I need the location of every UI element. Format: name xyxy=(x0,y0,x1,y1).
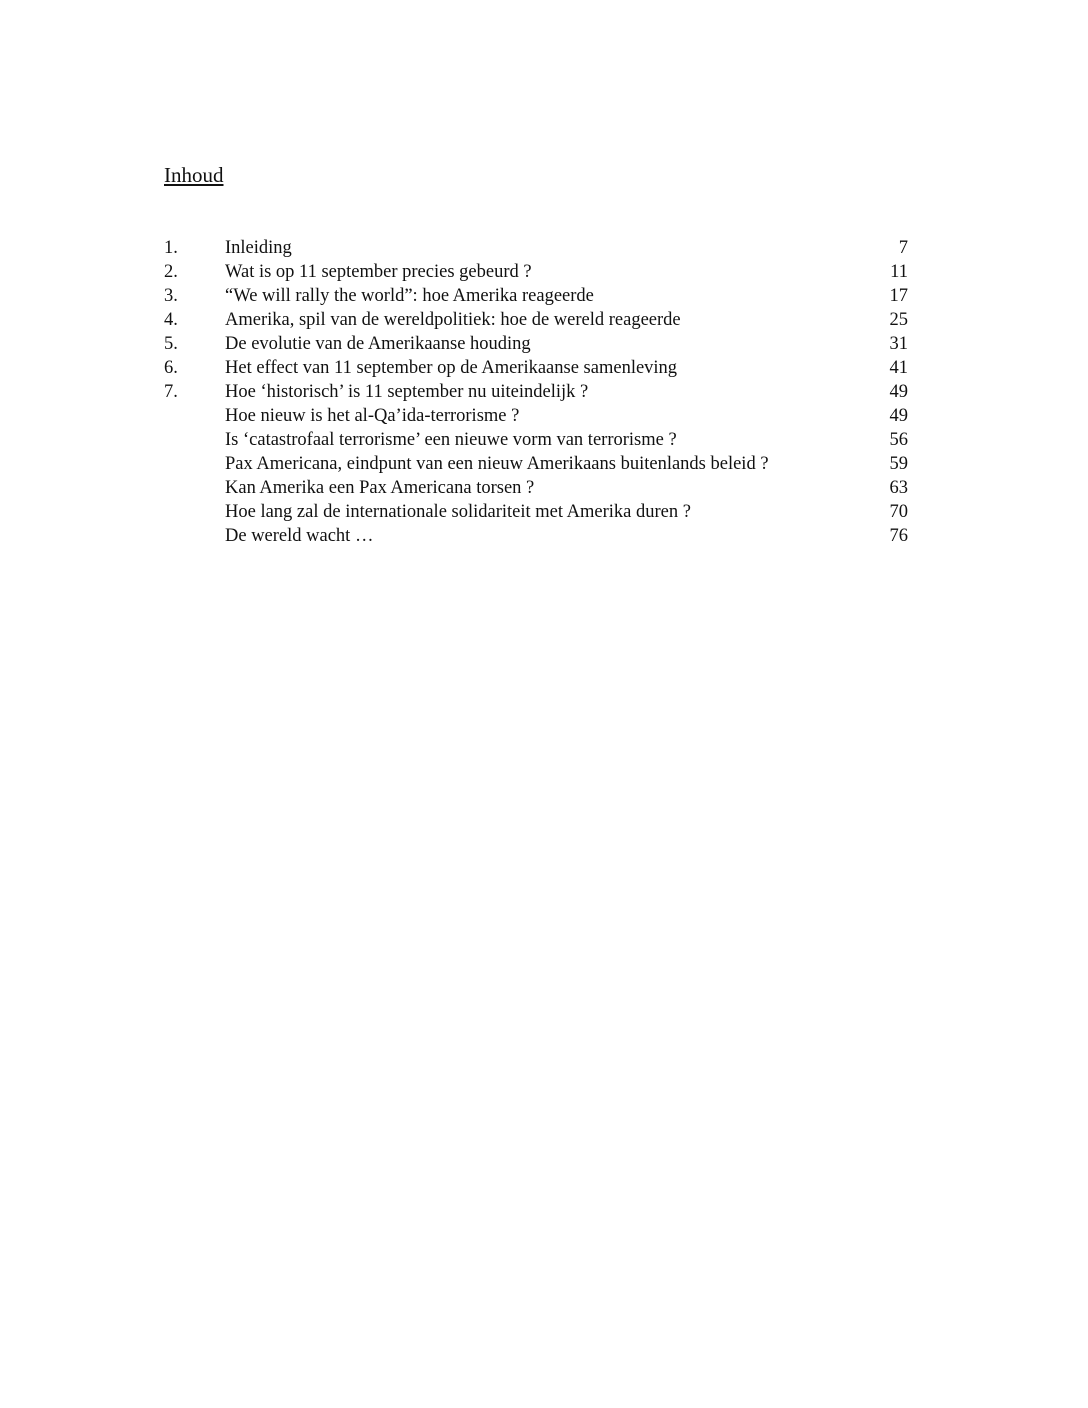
toc-subentry xyxy=(164,476,908,500)
toc-entry-title: Is ‘catastrofaal terrorisme’ een nieuwe vorm van terrorisme ? xyxy=(225,430,677,450)
toc-subentry xyxy=(164,404,908,428)
toc-entry-page: 76 xyxy=(889,526,908,546)
toc-entry-page: 17 xyxy=(889,286,908,306)
toc-entry xyxy=(164,332,908,356)
toc-entry-page: 11 xyxy=(890,262,908,282)
toc-entry-title: De evolutie van de Amerikaanse houding xyxy=(225,334,531,354)
toc-entry-title: “We will rally the world”: hoe Amerika reageerde xyxy=(225,286,594,306)
table-of-contents xyxy=(164,236,908,548)
toc-entry xyxy=(164,380,908,404)
toc-entry-number: 2. xyxy=(164,262,178,282)
toc-subentry xyxy=(164,428,908,452)
toc-entry-title: Kan Amerika een Pax Americana torsen ? xyxy=(225,478,535,498)
toc-entry-title: Hoe nieuw is het al-Qa’ida-terrorisme ? xyxy=(225,406,520,426)
toc-entry-title: Hoe lang zal de internationale solidariteit met Amerika duren ? xyxy=(225,502,691,522)
toc-entry-page: 63 xyxy=(889,478,908,498)
toc-entry-title: Het effect van 11 september op de Amerikaanse samenleving xyxy=(225,358,678,378)
toc-entry-page: 25 xyxy=(889,310,908,330)
page-title: Inhoud xyxy=(164,163,224,187)
toc-entry xyxy=(164,236,908,260)
toc-entry-page: 49 xyxy=(889,406,908,426)
toc-subentry xyxy=(164,500,908,524)
toc-entry-title: Hoe ‘historisch’ is 11 september nu uiteindelijk ? xyxy=(225,382,589,402)
toc-entry-title: Inleiding xyxy=(225,238,292,258)
toc-entry xyxy=(164,308,908,332)
toc-entry xyxy=(164,260,908,284)
toc-entry-page: 70 xyxy=(889,502,908,522)
toc-entry-number: 3. xyxy=(164,286,178,306)
toc-entry-number: 1. xyxy=(164,238,178,258)
toc-subentry xyxy=(164,524,908,548)
toc-entry xyxy=(164,284,908,308)
toc-entry-title: De wereld wacht … xyxy=(225,526,374,546)
toc-entry-number: 7. xyxy=(164,382,178,402)
toc-entry-page: 56 xyxy=(889,430,908,450)
toc-subentry xyxy=(164,452,908,476)
toc-entry-title: Amerika, spil van de wereldpolitiek: hoe de wereld reageerde xyxy=(225,310,681,330)
toc-entry-title: Wat is op 11 september precies gebeurd ? xyxy=(225,262,532,282)
toc-entry-page: 7 xyxy=(898,238,908,258)
toc-entry-page: 31 xyxy=(889,334,908,354)
toc-entry-page: 41 xyxy=(889,358,908,378)
toc-entry-page: 59 xyxy=(889,454,908,474)
toc-entry-page: 49 xyxy=(889,382,908,402)
toc-entry xyxy=(164,356,908,380)
toc-entry-number: 6. xyxy=(164,358,178,378)
toc-entry-number: 4. xyxy=(164,310,178,330)
toc-entry-title: Pax Americana, eindpunt van een nieuw Amerikaans buitenlands beleid ? xyxy=(225,454,769,474)
toc-entry-number: 5. xyxy=(164,334,178,354)
